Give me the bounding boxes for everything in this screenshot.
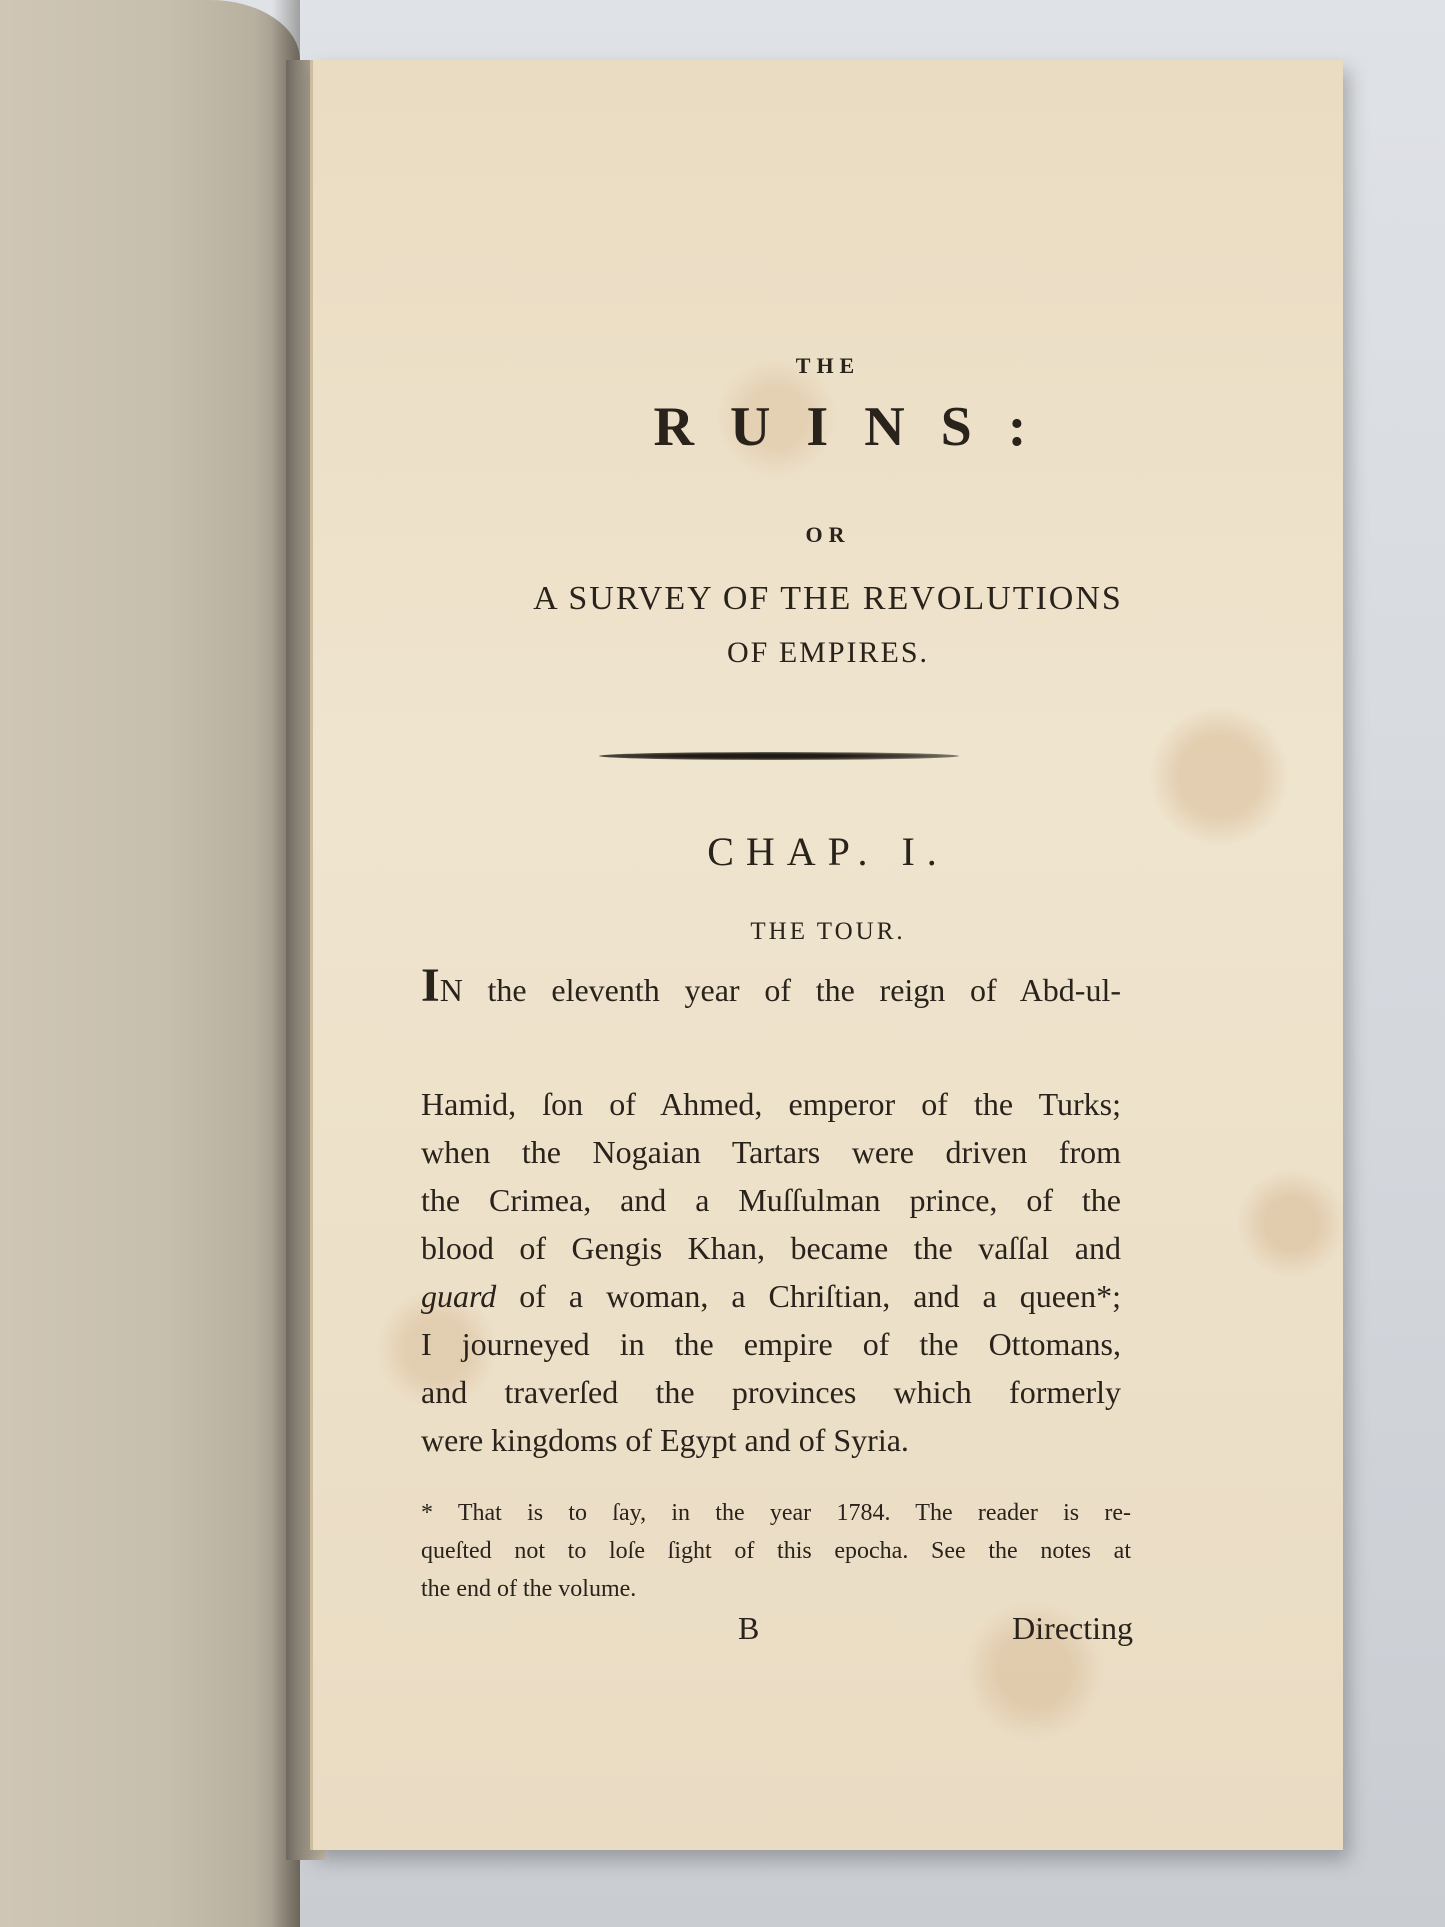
signature-mark: B (738, 1610, 760, 1646)
body-line-3: when the Nogaian Tartars were driven from (421, 1134, 1121, 1170)
body-line-1-text: N the eleventh year of the reign of Abd-ul- (439, 972, 1121, 1008)
body-line-5: blood of Gengis Khan, became the vaſſal and (421, 1230, 1121, 1266)
body-line-6 (421, 1278, 1121, 1315)
drop-cap: I (421, 959, 440, 1012)
title-or: OR (805, 522, 851, 547)
subtitle-line-2: OF EMPIRES. (726, 636, 930, 669)
decorative-rule (599, 752, 959, 760)
book-page (310, 60, 1343, 1850)
chapter-subheading: THE TOUR. (750, 918, 906, 945)
title-main: RUINS: (653, 396, 1063, 458)
subtitle-line-1: A SURVEY OF THE REVOLUTIONS (533, 580, 1123, 617)
facing-left-page (0, 0, 300, 1927)
italic-word: guard (421, 1278, 497, 1314)
body-line-7: I journeyed in the empire of the Ottomans, (421, 1326, 1121, 1362)
footnote-line-2: queſted not to loſe ſight of this epocha. See the notes at (421, 1538, 1131, 1564)
body-line-8: and traverſed the provinces which formerly (421, 1374, 1121, 1410)
body-line-1 (421, 959, 1121, 1012)
title-the: THE (795, 353, 861, 378)
catchword: Directing (1012, 1610, 1133, 1646)
chapter-heading: CHAP. I. (707, 829, 949, 874)
body-line-9: were kingdoms of Egypt and of Syria. (421, 1422, 909, 1458)
footnote-line-3: the end of the volume. (421, 1576, 637, 1602)
body-line-4: the Crimea, and a Muſſulman prince, of the (421, 1182, 1121, 1218)
body-line-2: Hamid, ſon of Ahmed, emperor of the Turks; (421, 1086, 1121, 1122)
footnote-line-1: * That is to ſay, in the year 1784. The reader is re- (421, 1500, 1131, 1526)
body-line-6-text: of a woman, a Chriſtian, and a queen*; (496, 1278, 1121, 1314)
